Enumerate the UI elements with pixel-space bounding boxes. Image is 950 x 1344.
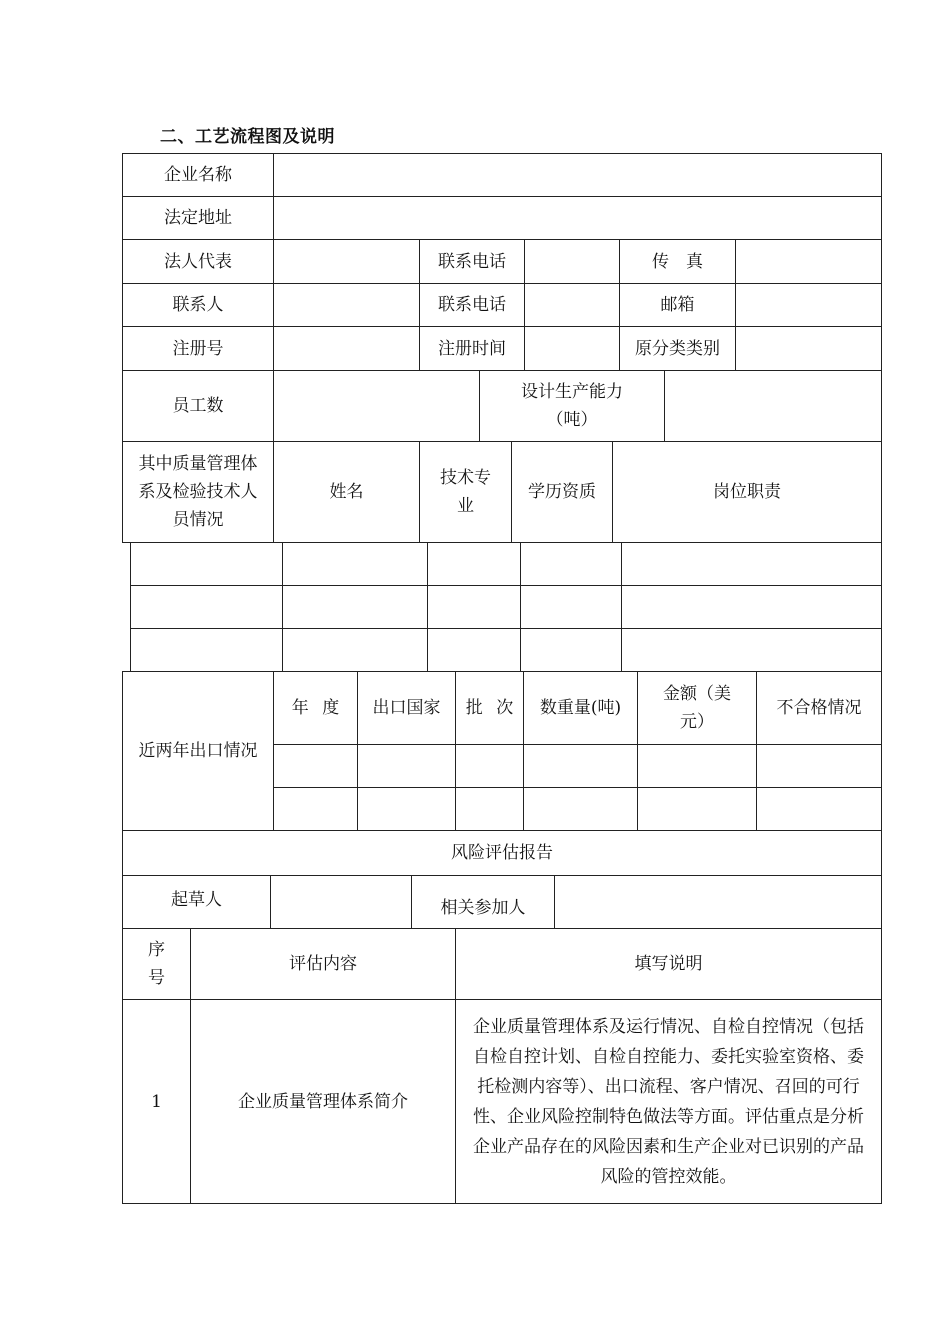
field-legal-address[interactable] [273, 196, 882, 240]
risk-report-title: 风险评估报告 [122, 830, 882, 876]
row1-number: 1 [122, 999, 191, 1204]
field-reg-no[interactable] [273, 326, 420, 371]
field-drafter[interactable] [270, 875, 412, 929]
label-drafter: 起草人 [122, 875, 271, 929]
export-row-1-c6[interactable] [756, 744, 882, 788]
field-employees[interactable] [273, 370, 480, 442]
export-row-2-c3[interactable] [455, 787, 524, 831]
label-contact-person: 联系人 [122, 283, 274, 327]
header-export-country: 出口国家 [357, 671, 456, 745]
field-contact-phone-1[interactable] [524, 239, 620, 284]
staff-row-2-c1[interactable] [130, 585, 283, 629]
label-contact-phone-1: 联系电话 [419, 239, 525, 284]
export-row-1-c4[interactable] [523, 744, 638, 788]
header-staff-specialty: 技术专业 [419, 441, 512, 543]
header-export-quantity: 数重量(吨) [523, 671, 638, 745]
staff-row-3-c2[interactable] [282, 628, 428, 672]
field-legal-rep[interactable] [273, 239, 420, 284]
label-fax: 传 真 [619, 239, 736, 284]
export-row-2-c2[interactable] [357, 787, 456, 831]
header-instructions: 填写说明 [455, 928, 882, 1000]
header-seq: 序号 [122, 928, 191, 1000]
label-reg-time: 注册时间 [419, 326, 525, 371]
staff-row-2-c5[interactable] [621, 585, 882, 629]
label-contact-phone-2: 联系电话 [419, 283, 525, 327]
export-row-2-c5[interactable] [637, 787, 757, 831]
label-company-name: 企业名称 [122, 153, 274, 197]
label-email: 邮箱 [619, 283, 736, 327]
label-legal-rep: 法人代表 [122, 239, 274, 284]
label-legal-address: 法定地址 [122, 196, 274, 240]
field-participants[interactable] [554, 875, 882, 929]
staff-row-2-c3[interactable] [427, 585, 521, 629]
label-reg-no: 注册号 [122, 326, 274, 371]
header-staff-duty: 岗位职责 [612, 441, 882, 543]
field-design-capacity[interactable] [664, 370, 882, 442]
staff-row-1-c2[interactable] [282, 542, 428, 586]
header-export-batch: 批 次 [455, 671, 524, 745]
export-row-1-c1[interactable] [273, 744, 358, 788]
field-contact-phone-2[interactable] [524, 283, 620, 327]
export-row-2-c6[interactable] [756, 787, 882, 831]
staff-row-1-c1[interactable] [130, 542, 283, 586]
staff-row-3-c5[interactable] [621, 628, 882, 672]
section-heading: 二、工艺流程图及说明 [160, 127, 335, 147]
staff-row-3-c3[interactable] [427, 628, 521, 672]
label-employees: 员工数 [122, 370, 274, 442]
staff-row-2-c4[interactable] [520, 585, 622, 629]
label-participants: 相关参加人 [411, 875, 555, 929]
staff-row-2-c2[interactable] [282, 585, 428, 629]
field-email[interactable] [735, 283, 882, 327]
field-orig-category[interactable] [735, 326, 882, 371]
export-row-2-c1[interactable] [273, 787, 358, 831]
header-export-amount: 金额（美元） [637, 671, 757, 745]
label-orig-category: 原分类类别 [619, 326, 736, 371]
label-staff-info: 其中质量管理体系及检验技术人员情况 [122, 441, 274, 543]
row1-content: 企业质量管理体系简介 [190, 999, 456, 1204]
header-content: 评估内容 [190, 928, 456, 1000]
staff-row-1-c4[interactable] [520, 542, 622, 586]
staff-row-1-c3[interactable] [427, 542, 521, 586]
export-row-1-c3[interactable] [455, 744, 524, 788]
staff-row-3-c4[interactable] [520, 628, 622, 672]
export-row-2-c4[interactable] [523, 787, 638, 831]
row1-description: 企业质量管理体系及运行情况、自检自控情况（包括自检自控计划、自检自控能力、委托实验室资格、委托检测内容等）、出口流程、客户情况、召回的可行性、企业风险控制特色做法等方面。评估重点是分析企业产品存在的风险因素和生产企业对已识别的产品风险的管控效能。 [455, 999, 882, 1204]
export-row-1-c5[interactable] [637, 744, 757, 788]
field-company-name[interactable] [273, 153, 882, 197]
export-row-1-c2[interactable] [357, 744, 456, 788]
header-export-year: 年 度 [273, 671, 358, 745]
field-fax[interactable] [735, 239, 882, 284]
field-reg-time[interactable] [524, 326, 620, 371]
header-staff-name: 姓名 [273, 441, 420, 543]
header-export-nonconform: 不合格情况 [756, 671, 882, 745]
label-design-capacity: 设计生产能力（吨） [479, 370, 665, 442]
label-export: 近两年出口情况 [122, 671, 274, 831]
header-staff-education: 学历资质 [511, 441, 613, 543]
field-contact-person[interactable] [273, 283, 420, 327]
staff-row-1-c5[interactable] [621, 542, 882, 586]
staff-row-3-c1[interactable] [130, 628, 283, 672]
